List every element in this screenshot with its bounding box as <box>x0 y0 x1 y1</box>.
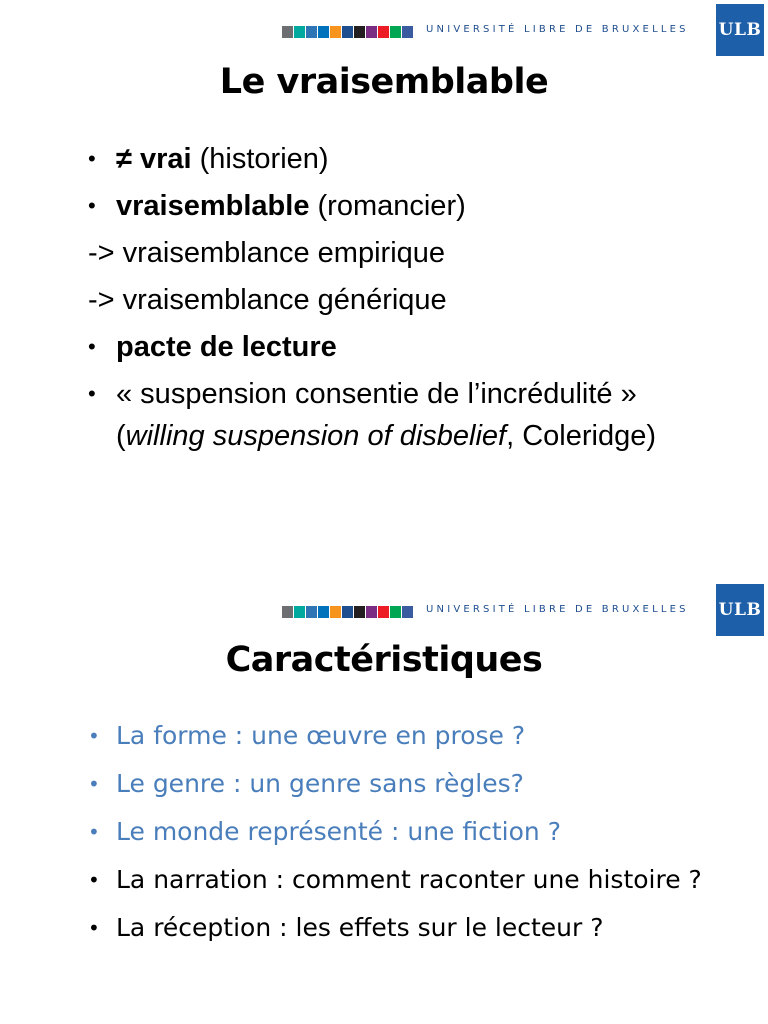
strip-block <box>402 606 413 618</box>
item-text: -> vraisemblance générique <box>88 284 447 316</box>
list-item <box>88 764 728 804</box>
ulb-header <box>282 4 764 58</box>
bullet-icon: • <box>88 146 96 171</box>
strip-block <box>306 606 317 618</box>
ulb-logo: ULB <box>716 4 764 56</box>
list-item <box>88 812 728 852</box>
bullet-list <box>88 716 728 956</box>
item-italic: willing suspension of disbelief <box>125 420 507 452</box>
item-text: (historien) <box>191 143 329 175</box>
slide-title: Caractéristiques <box>225 640 543 680</box>
university-name: UNIVERSITÉ LIBRE DE BRUXELLES <box>426 604 689 615</box>
item-text: Le monde représenté : une fiction ? <box>116 817 561 846</box>
bullet-icon: • <box>88 193 96 218</box>
item-text: La narration : comment raconter une histoire ? <box>116 865 702 894</box>
item-text: (romancier) <box>309 190 466 222</box>
item-bold: ≠ vrai <box>116 143 192 175</box>
strip-block <box>282 26 293 38</box>
item-bold: pacte de lecture <box>116 331 337 363</box>
item-text: « suspension consentie de l’incrédulité » ( <box>116 378 637 452</box>
slide-title: Le vraisemblable <box>219 62 549 102</box>
strip-block <box>306 26 317 38</box>
bullet-icon: • <box>88 916 100 940</box>
strip-block <box>318 26 329 38</box>
strip-block <box>390 26 401 38</box>
strip-block <box>282 606 293 618</box>
bullet-icon: • <box>88 868 100 892</box>
strip-block <box>366 606 377 618</box>
strip-block <box>342 26 353 38</box>
bullet-icon: • <box>88 820 100 844</box>
strip-block <box>294 26 305 38</box>
strip-block <box>402 26 413 38</box>
item-bold: vraisemblable <box>116 190 310 222</box>
list-item <box>88 373 728 457</box>
list-item <box>88 185 728 227</box>
list-item <box>88 232 728 274</box>
strip-block <box>378 26 389 38</box>
list-item <box>88 279 728 321</box>
color-strip <box>282 26 414 38</box>
university-name: UNIVERSITÉ LIBRE DE BRUXELLES <box>426 24 689 35</box>
ulb-logo: ULB <box>716 584 764 636</box>
ulb-header <box>282 584 764 638</box>
item-text: La forme : une œuvre en prose ? <box>116 721 526 750</box>
strip-block <box>378 606 389 618</box>
strip-block <box>330 26 341 38</box>
list-item <box>88 860 728 900</box>
strip-block <box>366 26 377 38</box>
strip-block <box>330 606 341 618</box>
item-text: Le genre : un genre sans règles? <box>116 769 524 798</box>
item-text: , Coleridge) <box>506 420 657 452</box>
strip-block <box>354 26 365 38</box>
item-text: -> vraisemblance empirique <box>88 237 446 269</box>
bullet-icon: • <box>88 724 100 748</box>
slide-2 <box>0 580 768 1024</box>
bullet-icon: • <box>88 772 100 796</box>
strip-block <box>354 606 365 618</box>
item-text: La réception : les effets sur le lecteur ? <box>116 913 604 942</box>
bullet-list <box>88 138 728 462</box>
strip-block <box>294 606 305 618</box>
strip-block <box>318 606 329 618</box>
strip-block <box>390 606 401 618</box>
list-item <box>88 138 728 180</box>
bullet-icon: • <box>88 334 96 359</box>
strip-block <box>342 606 353 618</box>
list-item <box>88 908 728 948</box>
list-item <box>88 326 728 368</box>
bullet-icon: • <box>88 381 96 406</box>
list-item <box>88 716 728 756</box>
color-strip <box>282 606 414 618</box>
